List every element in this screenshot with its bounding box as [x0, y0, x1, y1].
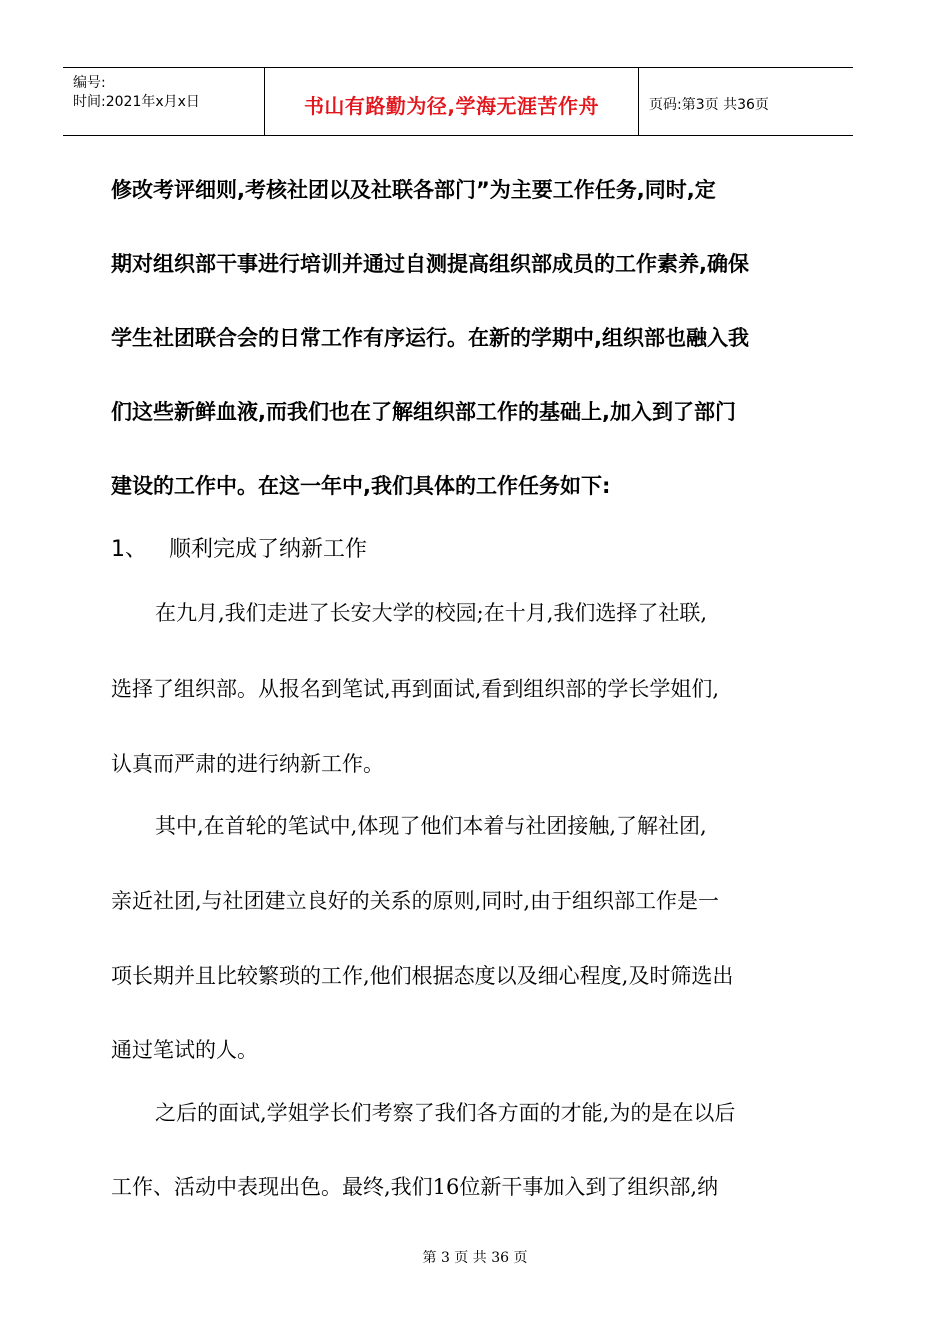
paragraph-line: 其中,在首轮的笔试中,体现了他们本着与社团接触,了解社团, — [155, 814, 707, 838]
serial-number-label: 编号: — [73, 75, 106, 91]
body-line: 修改考评细则,考核社团以及社联各部门”为主要工作任务,同时,定 — [111, 178, 716, 202]
page-footer: 第 3 页 共 36 页 — [422, 1250, 528, 1266]
body-line: 学生社团联合会的日常工作有序运行。在新的学期中,组织部也融入我 — [111, 326, 749, 350]
body-line: 期对组织部干事进行培训并通过自测提高组织部成员的工作素养,确保 — [111, 252, 749, 276]
motto-text: 书山有路勤为径,学海无涯苦作舟 — [303, 94, 600, 118]
header-page-cell — [639, 68, 853, 135]
section-title: 顺利完成了纳新工作 — [169, 537, 368, 562]
paragraph-line: 通过笔试的人。 — [111, 1038, 258, 1062]
paragraph-line: 工作、活动中表现出色。最终,我们16位新干事加入到了组织部,纳 — [111, 1175, 719, 1199]
paragraph-line: 认真而严肃的进行纳新工作。 — [111, 752, 384, 776]
section-number: 1、 — [111, 537, 147, 562]
paragraph-line: 亲近社团,与社团建立良好的关系的原则,同时,由于组织部工作是一 — [111, 889, 720, 913]
header-motto-cell — [265, 68, 639, 135]
time-label: 时间:2021年x月x日 — [73, 94, 200, 110]
paragraph-line: 在九月,我们走进了长安大学的校园;在十月,我们选择了社联, — [155, 601, 708, 625]
page-number-label: 页码:第3页 共36页 — [649, 97, 769, 113]
section-heading — [111, 532, 367, 563]
document-header — [63, 67, 853, 136]
paragraph-line: 项长期并且比较繁琐的工作,他们根据态度以及细心程度,及时筛选出 — [111, 964, 734, 988]
body-line: 建设的工作中。在这一年中,我们具体的工作任务如下: — [111, 474, 611, 498]
body-line: 们这些新鲜血液,而我们也在了解组织部工作的基础上,加入到了部门 — [111, 400, 736, 424]
header-info-cell — [63, 68, 265, 135]
paragraph-line: 选择了组织部。从报名到笔试,再到面试,看到组织部的学长学姐们, — [111, 677, 720, 701]
paragraph-line: 之后的面试,学姐学长们考察了我们各方面的才能,为的是在以后 — [155, 1101, 736, 1125]
